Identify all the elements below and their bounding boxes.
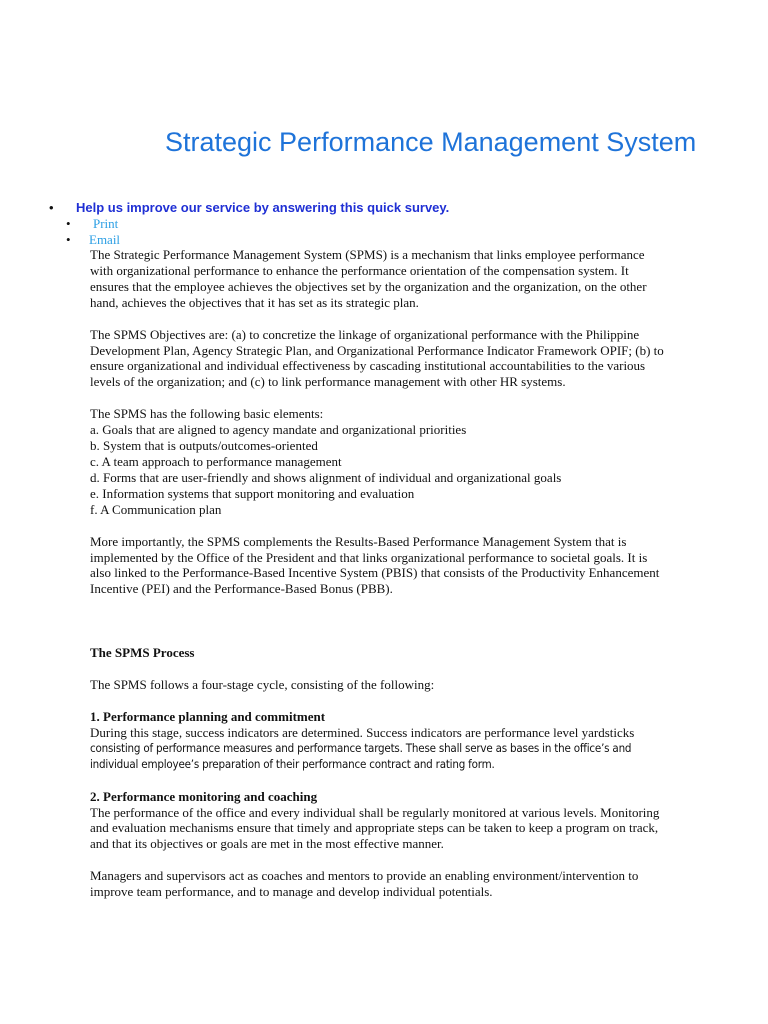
bullet-icon: • (49, 200, 54, 215)
stage1-line3: individual employee’s preparation of their performance contract and rating form. (90, 756, 495, 771)
element-d: d. Forms that are user-friendly and shows alignment of individual and organizational goals (90, 469, 562, 485)
element-f: f. A Communication plan (90, 501, 222, 517)
process-heading: The SPMS Process (90, 645, 195, 661)
stage1-line1: During this stage, success indicators are determined. Success indicators are performance level yardsticks (90, 724, 635, 740)
email-link[interactable]: Email (89, 232, 121, 247)
stage1-heading: 1. Performance planning and commitment (90, 709, 326, 725)
print-link[interactable]: Print (93, 216, 119, 231)
process-intro: The SPMS follows a four-stage cycle, consisting of the following: (90, 677, 435, 693)
bullet-icon: • (66, 216, 71, 231)
element-a: a. Goals that are aligned to agency mandate and organizational priorities (90, 422, 467, 438)
stage1-line2: consisting of performance measures and performance targets. These shall serve as bases in the office’s and (90, 740, 632, 755)
elements-intro: The SPMS has the following basic elements: (90, 406, 324, 422)
intro-paragraph: The Strategic Performance Management System (SPMS) is a mechanism that links employee performance with organizational performance to enhance the performance orientation of the compensation system. It ensures that the employee achieves the objectives set by the organization and the organization, on the other hand, achieves the objectives that it has set as its strategic plan. (90, 247, 647, 310)
stage2-heading: 2. Performance monitoring and coaching (90, 788, 318, 804)
objectives-paragraph: The SPMS Objectives are: (a) to concretize the linkage of organizational performance with the Philippine Development Plan, Agency Strategic Plan, and Organizational Performance Indicator Framework OPIF; (b) to ensure organizational and individual effectiveness by cascading institutional accountabilities to the various levels of the organization; and (c) to link performance management with other HR systems. (90, 326, 664, 390)
element-b: b. System that is outputs/outcomes-oriented (90, 438, 318, 454)
bullet-icon: • (66, 232, 71, 247)
more-paragraph: More importantly, the SPMS complements the Results-Based Performance Management System that is implemented by the Office of the President and that links organizational performance to societal goals. It is also linked to the Performance-Based Incentive System (PBIS) that consists of the Productivity Enhancement Incentive (PEI) and the Performance-Based Bonus (PBB). (90, 533, 660, 597)
element-e: e. Information systems that support monitoring and evaluation (90, 485, 415, 501)
page-title: Strategic Performance Management System (165, 127, 697, 157)
stage2-body: The performance of the office and every individual shall be regularly monitored at various levels. Monitoring and evaluation mechanisms ensure that timely and appropriate steps can be taken to keep a program on track, and that its objectives or goals are met in the most effective manner. (90, 804, 660, 852)
managers-paragraph: Managers and supervisors act as coaches and mentors to provide an enabling environment/intervention to improve team performance, and to manage and develop individual potentials. (90, 868, 639, 900)
element-c: c. A team approach to performance management (90, 453, 342, 469)
article-body (90, 247, 670, 900)
survey-link[interactable]: Help us improve our service by answering this quick survey. (76, 200, 450, 215)
